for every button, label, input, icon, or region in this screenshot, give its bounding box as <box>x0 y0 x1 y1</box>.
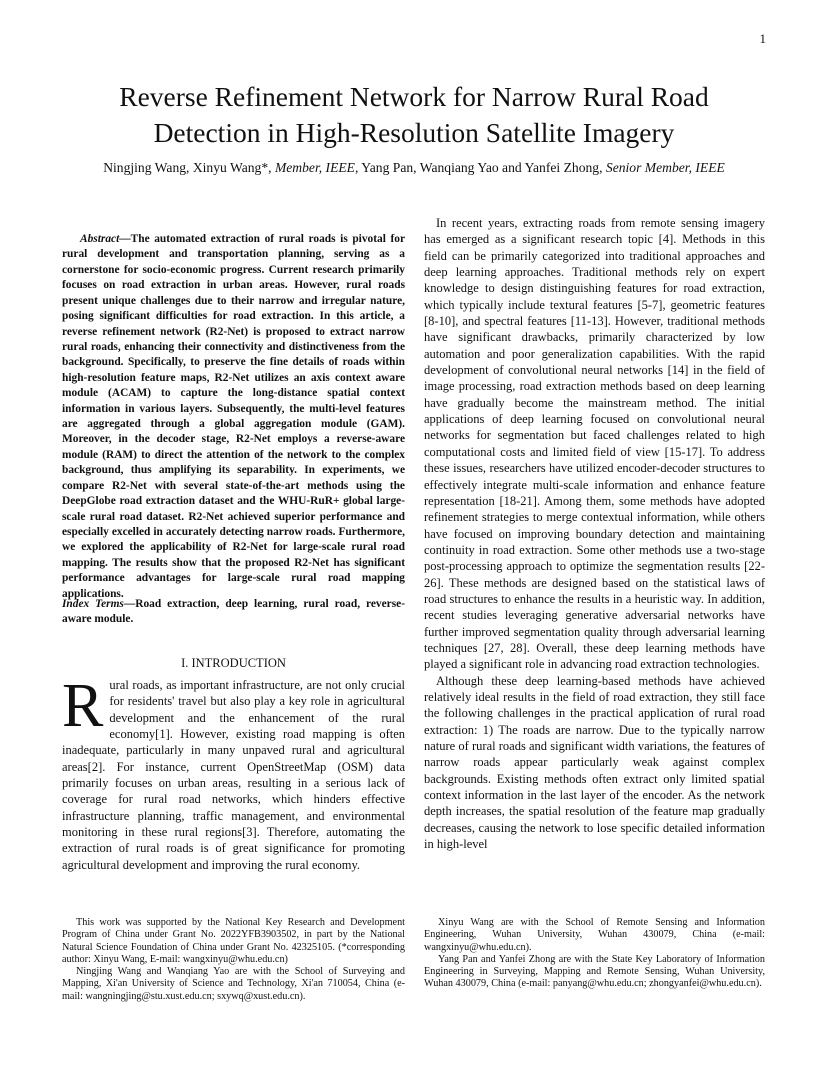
authors-part-1: Ningjing Wang, Xinyu Wang*, <box>103 160 275 175</box>
footnote-affiliation-whu-rs: Xinyu Wang are with the School of Remote Sensing and Information Engineering, Wuhan University, Wuhan 430079, China (e-mail: wangxinyu@whu.edu.cn). <box>424 917 765 953</box>
right-column-body <box>424 215 765 852</box>
right-column-paragraph-2: Although these deep learning-based methods have achieved relatively ideal results in the field of road extraction, they still face the following challenges in the practical application of rural road extraction: 1) The roads are narrow. Due to the typically narrow nature of rural roads and significant width variations, the features of narrow roads appear particularly weak against complex backgrounds. Existing methods often extract only limited spatial context information in the last layer of the encoder. As the network depth increases, the spatial resolution of the feature map gradually decreases, causing the network to lose specific detailed information in high-level <box>424 673 765 852</box>
paper-title <box>62 79 766 151</box>
author-list <box>40 160 788 176</box>
footnotes-left <box>62 917 405 1003</box>
authors-part-2: , Yang Pan, Wanqiang Yao and Yanfei Zhong, <box>354 160 606 175</box>
senior-member-ieee: Senior Member, IEEE <box>605 160 725 175</box>
footnote-funding: This work was supported by the National Key Research and Development Program of China under Grant No. 2022YFB3903502, in part by the National Natural Science Foundation of China under Grant No. 42325105. (*corresponding author: Xinyu Wang, E-mail: wangxinyu@whu.edu.cn) <box>62 917 405 965</box>
right-column-paragraph-1: In recent years, extracting roads from remote sensing imagery has emerged as a significant research topic [4]. Methods in this field can be primarily categorized into traditional approaches and deep learning approaches. Traditional methods rely on expert knowledge to design distinguishing features for road extraction, which typically include textural features [5-7], geometric features [8-10], and spectral features [11-13]. However, traditional methods have significant drawbacks, primarily characterized by low automation and poor generalization capabilities. With the rapid development of convolutional neural networks [14] in the field of image processing, road extraction methods based on deep learning have gradually become the mainstream method. The initial applications of deep learning focused on convolutional neural networks for segmentation but faced challenges related to high computational costs and limited field of view [15-17]. To address these issues, researchers have utilized encoder-decoder structures to effectively integrate multi-scale information and enhance feature representation [18-21]. Among them, some methods have adopted refinement strategies to merge contextual information, while others have focused on improving boundary detection and maintaining continuity in road extraction. Some other methods use a two-stage post-processing approach to optimize the segmentation results [22-26]. These methods are designed based on the statistical laws of road structures to enhance the results in a heuristic way. In addition, recent studies leveraging generative adversarial networks have further improved segmentation quality through adversarial learning techniques [27, 28]. Overall, these deep learning methods have played a significant role in advancing road extraction technologies. <box>424 216 765 672</box>
title-line-2: Detection in High-Resolution Satellite Imagery <box>153 117 675 148</box>
footnotes-right <box>424 917 765 991</box>
footnote-affiliation-xust: Ningjing Wang and Wanqiang Yao are with the School of Surveying and Mapping, Xi'an University of Science and Technology, Xi'an 710054, China (e-mail: wangningjing@stu.xust.edu.cn; sxywq@xust.edu.cn). <box>62 966 405 1002</box>
section-heading-introduction: I. INTRODUCTION <box>181 656 286 670</box>
page-number: 1 <box>759 31 766 46</box>
abstract-text: —The automated extraction of rural roads is pivotal for rural development and transportation planning, serving as a cornerstone for socio-economic progress. Current research primarily focuses on road extraction in urban areas. However, rural roads present unique challenges due to their narrow and irregular nature, posing significant difficulties for road extraction. In this article, a reverse refinement network (R2-Net) is proposed to extract narrow rural roads, enhancing their connectivity and distinctiveness from the background. Specifically, to preserve the fine details of roads within high-resolution feature maps, R2-Net utilizes an axis context aware module (ACAM) to capture the long-distance spatial context information in various layers. Subsequently, the multi-level features are aggregated through a global aggregation module (GAM). Moreover, in the decoder stage, R2-Net employs a reverse-aware module (RAM) to direct the attention of the network to the complex background, thus amplifying its separability. In experiments, we compare R2-Net with several state-of-the-art methods using the DeepGlobe road extraction dataset and the WHU-RuR+ global large-scale rural road dataset. R2-Net achieved superior performance and especially excelled in accurately detecting narrow roads. Furthermore, we explored the applicability of R2-Net for large-scale rural road mapping. The results show that the proposed R2-Net has significant performance advantages for large-scale rural road mapping applications. <box>62 233 405 600</box>
drop-cap: R <box>62 672 104 740</box>
index-terms-label: Index Terms <box>62 598 124 610</box>
title-line-1: Reverse Refinement Network for Narrow Rural Road <box>119 81 709 112</box>
index-terms-text: —Road extraction, deep learning, rural road, reverse-aware module. <box>62 598 405 626</box>
abstract-label: Abstract <box>80 233 120 245</box>
introduction-text: ural roads, as important infrastructure, are not only crucial for residents' travel but also play a key role in agricultural development and the enhancement of the rural economy[1]. However, existing road mapping is often inadequate, particularly in many unpaved rural and agricultural areas[2]. For instance, current OpenStreetMap (OSM) data primarily focuses on urban areas, resulting in a serious lack of coverage for rural road networks, which hinders effective infrastructure planning, traffic management, and environmental monitoring in these rural regions[3]. Therefore, automating the extraction of rural roads is of great significance for promoting agricultural development and improving the rural economy. <box>62 678 405 872</box>
index-terms <box>62 597 405 628</box>
introduction-paragraph <box>62 672 405 873</box>
member-ieee: Member, IEEE <box>274 160 355 175</box>
footnote-affiliation-liesmars: Yang Pan and Yanfei Zhong are with the State Key Laboratory of Information Engineering in Surveying, Mapping and Remote Sensing, Wuhan University, Wuhan 430079, China (e-mail: panyang@whu.edu.cn; zhongyanfei@whu.edu.cn). <box>424 953 765 990</box>
abstract <box>62 232 405 602</box>
